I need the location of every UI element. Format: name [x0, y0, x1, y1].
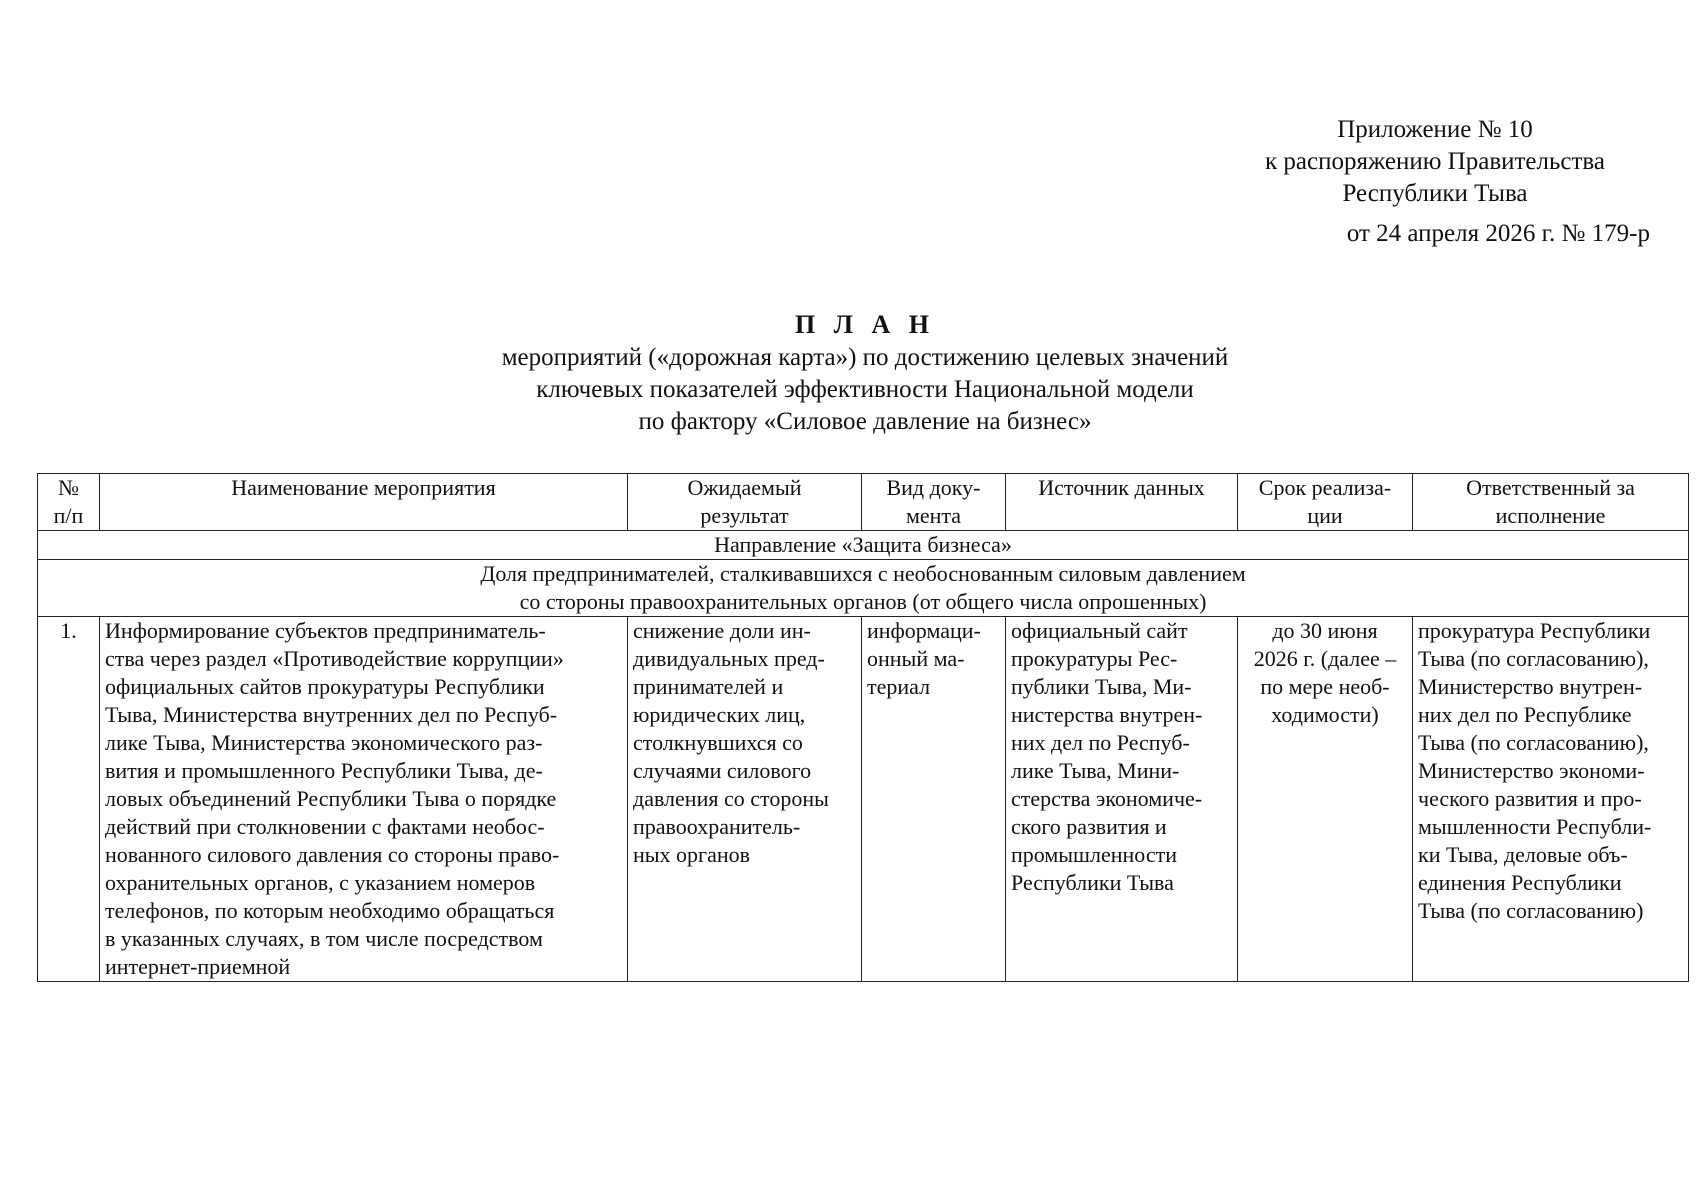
appendix-title: Приложение № 10 [1337, 116, 1533, 143]
appendix-header [1220, 114, 1650, 250]
plan-table [37, 473, 1689, 982]
appendix-order-ref: к распоряжению Правительства [1264, 148, 1605, 175]
row-num: 1. [38, 617, 100, 982]
header-term: Срок реализа- ции [1238, 474, 1413, 531]
row-source: официальный сайт прокуратуры Рес- публики Тыва, Ми- нистерства внутрен- них дел по Респуб- лике Тыва, Мини- стерства экономиче- ского развития и промышленности Республики Тыва [1006, 617, 1238, 982]
table-row [38, 617, 1689, 982]
header-num: № п/п [38, 474, 100, 531]
indicator-row [38, 560, 1689, 617]
indicator-line-1: Доля предпринимателей, сталкивавшихся с необоснованным силовым давлением [480, 561, 1246, 586]
header-name: Наименование мероприятия [100, 474, 628, 531]
header-responsible: Ответственный за исполнение [1413, 474, 1689, 531]
document-title [0, 308, 1697, 438]
appendix-region: Республики Тыва [1342, 180, 1528, 207]
direction-cell: Направление «Защита бизнеса» [38, 531, 1689, 560]
plan-heading: П Л А Н [794, 310, 936, 339]
row-term: до 30 июня 2026 г. (далее – по мере необ- ходимости) [1238, 617, 1413, 982]
row-result: снижение доли ин- дивидуальных пред- принимателей и юридических лиц, столкнувшихся со случаями силового давления со стороны правоохранитель- ных органов [628, 617, 862, 982]
row-name: Информирование субъектов предприниматель- ства через раздел «Противодействие коррупции» официальных сайтов прокуратуры Республики Тыва, Министерства внутренних дел по Респуб- лике Тыва, Министерства экономического раз- вития и промышленного Республики Тыва, де- ловых объединений Республики Тыва о порядке действий при столкновении с фактами необос- нованного силового давления со стороны право- охранительных органов, с указанием номеров телефонов, по которым необходимо обращаться в указанных случаях, в том числе посредством интернет-приемной [100, 617, 628, 982]
indicator-cell [38, 560, 1689, 617]
title-line-2: ключевых показателей эффективности Национальной модели [536, 376, 1194, 403]
table-header-row [38, 474, 1689, 531]
row-responsible: прокуратура Республики Тыва (по согласованию), Министерство внутрен- них дел по Республике Тыва (по согласованию), Министерство экономи- ческого развития и про- мышленности Республи- ки Тыва, деловые объ- единения Республики Тыва (по согласованию) [1413, 617, 1689, 982]
header-result: Ожидаемый результат [628, 474, 862, 531]
header-doc-type: Вид доку- мента [862, 474, 1006, 531]
title-line-1: мероприятий («дорожная карта») по достижению целевых значений [501, 344, 1229, 371]
header-source: Источник данных [1006, 474, 1238, 531]
indicator-line-2: со стороны правоохранительных органов (от общего числа опрошенных) [519, 589, 1207, 614]
appendix-date: от 24 апреля 2026 г. № 179-р [1346, 220, 1650, 247]
title-line-3: по фактору «Силовое давление на бизнес» [638, 408, 1092, 435]
direction-row [38, 531, 1689, 560]
row-doc-type: информаци- онный ма- териал [862, 617, 1006, 982]
